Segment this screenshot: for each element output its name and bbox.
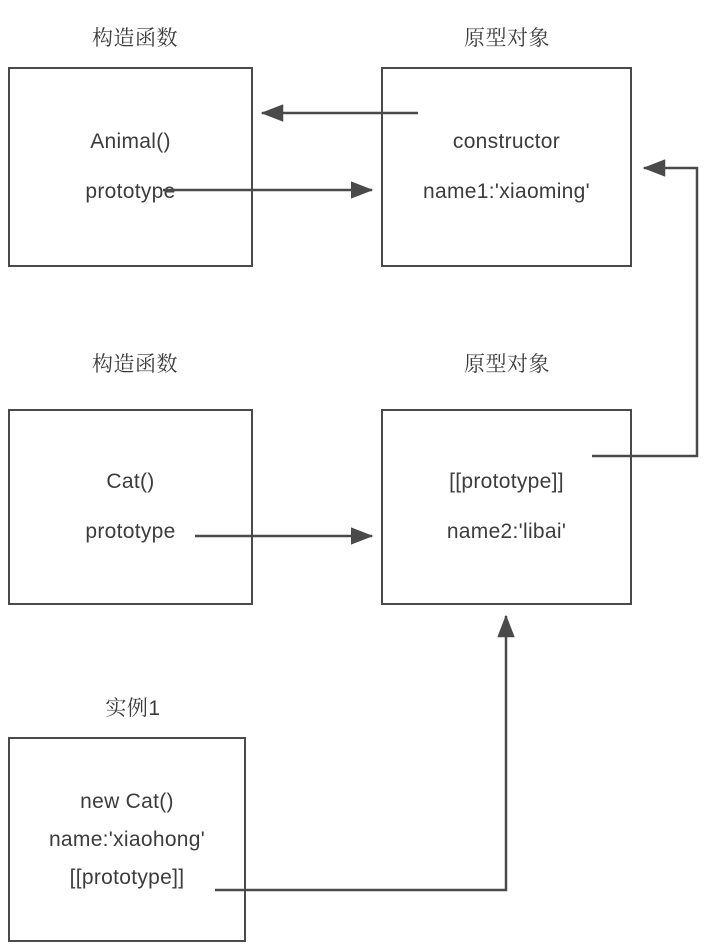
box-animal-prototype-line-1: constructor [452, 130, 561, 153]
box-animal-constructor-line-2: prototype [85, 180, 176, 203]
box-cat-prototype-line-1: [[prototype]] [449, 470, 564, 493]
box-cat-constructor-line-1: Cat() [106, 470, 155, 493]
box-instance1-line-2: name:'xiaohong' [48, 827, 206, 851]
caption-instance1: 实例1 [105, 697, 161, 720]
arrow-instance-proto-to-cat-prototype [215, 616, 506, 890]
box-cat-constructor-line-2: prototype [85, 520, 176, 543]
box-animal-prototype-line-2: name1:'xiaoming' [423, 180, 590, 203]
box-instance1-line-3: [[prototype]] [69, 865, 185, 889]
caption-animal-prototype: 原型对象 [464, 27, 550, 50]
box-cat-prototype-line-2: name2:'libai' [446, 520, 567, 543]
box-cat-prototype [381, 409, 632, 605]
caption-animal-constructor: 构造函数 [92, 27, 178, 50]
caption-cat-constructor: 构造函数 [92, 353, 178, 376]
caption-cat-prototype: 原型对象 [464, 353, 550, 376]
box-animal-prototype [381, 67, 632, 267]
box-instance1 [8, 737, 246, 942]
box-cat-constructor [8, 409, 253, 605]
box-instance1-line-1: new Cat() [80, 789, 174, 813]
box-animal-constructor [8, 67, 253, 267]
box-animal-constructor-line-1: Animal() [90, 130, 171, 153]
